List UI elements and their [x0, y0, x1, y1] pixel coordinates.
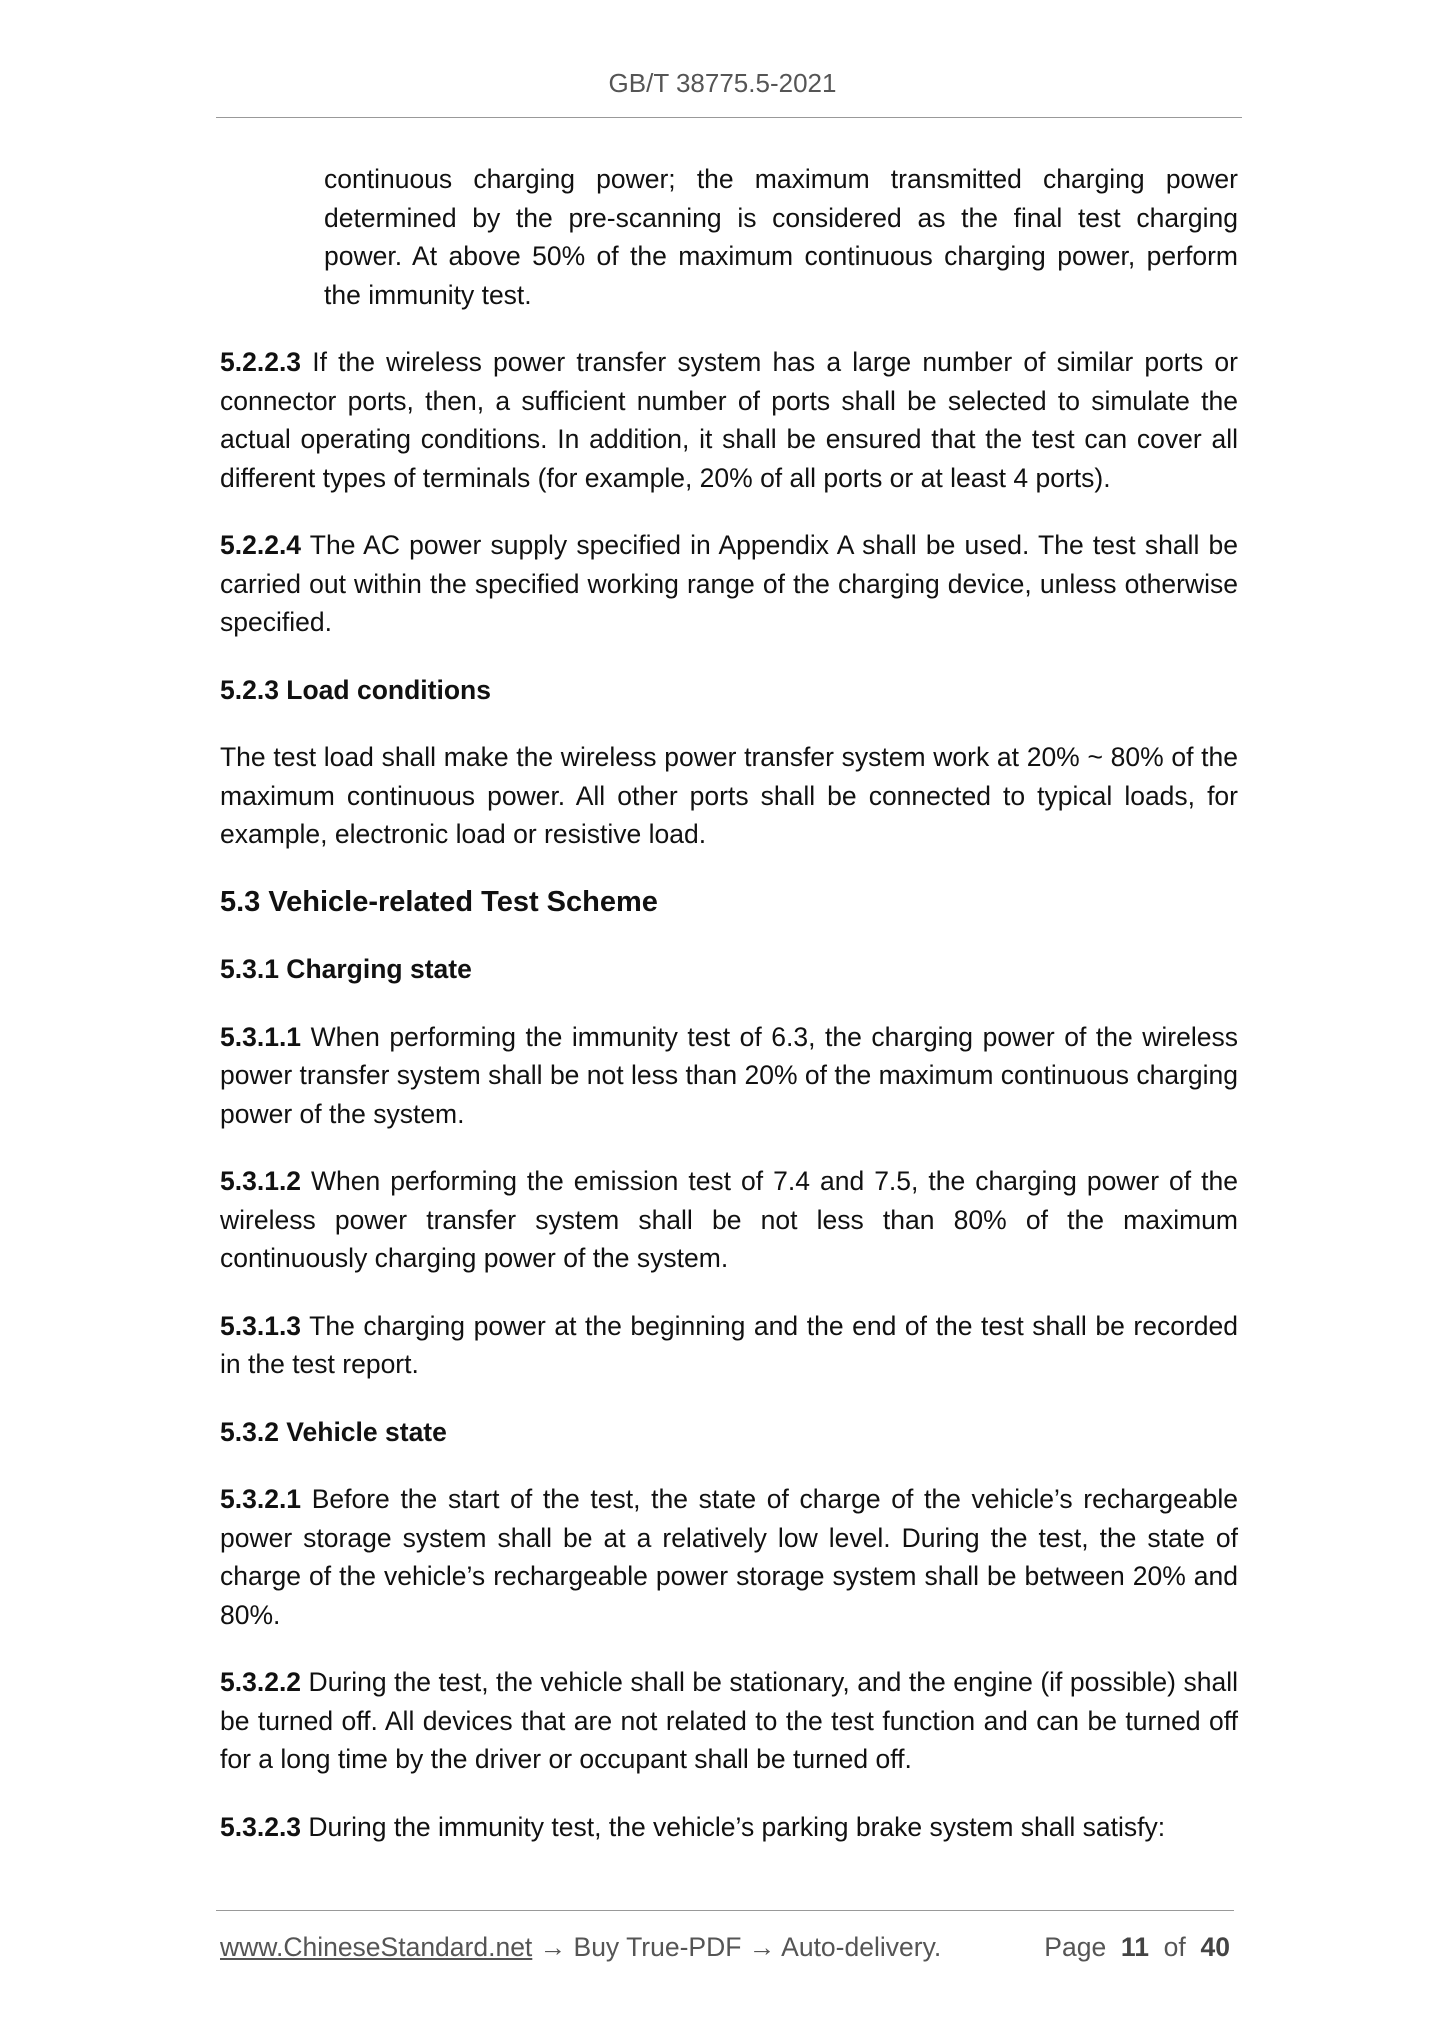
clause-text: Before the start of the test, the state of charge of the vehicle’s rechargeable power storage system shall be at a relatively low level. During the test, the state of charge of the vehicle’s rechargeable power storage system shall be between 20% and 80%.	[220, 1484, 1238, 1630]
footer-promo	[220, 1932, 941, 1963]
total-pages: 40	[1200, 1932, 1230, 1962]
website-link[interactable]: www.ChineseStandard.net	[220, 1932, 533, 1962]
clause-text: When performing the emission test of 7.4 and 7.5, the charging power of the wireless power transfer system shall be not less than 80% of the maximum continuously charging power of the system.	[220, 1166, 1238, 1273]
clause-5-3-2-3	[220, 1808, 1238, 1847]
paragraph-text: The test load shall make the wireless power transfer system work at 20% ~ 80% of the maximum continuous power. All other ports shall be connected to typical loads, for example, electronic load or resistive load.	[220, 742, 1238, 849]
clause-5-3-1-2	[220, 1162, 1238, 1278]
clause-5-3-1-1	[220, 1018, 1238, 1134]
clause-5-2-2-4	[220, 526, 1238, 642]
page-label: Page	[1044, 1932, 1107, 1962]
footer-divider	[216, 1910, 1234, 1911]
clause-number: 5.3.1.1	[220, 1021, 302, 1052]
clause-text: The charging power at the beginning and the end of the test shall be recorded in the test report.	[220, 1310, 1238, 1379]
footer-promo-text: → Buy True-PDF → Auto-delivery.	[532, 1932, 942, 1962]
clause-5-3-1-3	[220, 1307, 1238, 1384]
clause-5-3-2-2	[220, 1663, 1238, 1779]
paragraph-continuation	[324, 160, 1238, 314]
heading-load-conditions: 5.2.3 Load conditions	[220, 674, 491, 705]
clause-number: 5.3.2.1	[220, 1484, 302, 1514]
paragraph-text: continuous charging power; the maximum transmitted charging power determined by the pre-scanning is considered as the final test charging power. At above 50% of the maximum continuous charging power, perform the immunity test.	[324, 164, 1238, 310]
paragraph-load-conditions	[220, 738, 1238, 854]
page-number	[1044, 1932, 1230, 1963]
clause-number: 5.3.1.3	[220, 1310, 302, 1341]
of-label: of	[1163, 1932, 1186, 1962]
clause-5-2-2-3	[220, 343, 1238, 497]
clause-text: The AC power supply specified in Appendix A shall be used. The test shall be carried out within the specified working range of the charging device, unless otherwise specified.	[220, 530, 1238, 637]
clause-text: If the wireless power transfer system has a large number of similar ports or connector ports, then, a sufficient number of ports shall be selected to simulate the actual operating conditions. In addition, it shall be ensured that the test can cover all different types of terminals (for example, 20% of all ports or at least 4 ports).	[220, 347, 1238, 493]
header-divider	[216, 117, 1242, 118]
clause-number: 5.2.2.4	[220, 530, 302, 560]
heading-vehicle-state: 5.3.2 Vehicle state	[220, 1416, 447, 1447]
clause-number: 5.3.2.2	[220, 1667, 302, 1697]
clause-number: 5.3.2.3	[220, 1811, 302, 1842]
clause-text: During the test, the vehicle shall be stationary, and the engine (if possible) shall be turned off. All devices that are not related to the test function and can be turned off for a long time by the driver or occupant shall be turned off.	[220, 1667, 1238, 1774]
clause-number: 5.2.2.3	[220, 347, 302, 377]
clause-number: 5.3.1.2	[220, 1166, 302, 1196]
page-body	[220, 160, 1238, 1875]
heading-charging-state: 5.3.1 Charging state	[220, 954, 472, 984]
current-page: 11	[1120, 1932, 1149, 1962]
clause-5-3-2-1	[220, 1480, 1238, 1634]
clause-text: During the immunity test, the vehicle’s parking brake system shall satisfy:	[301, 1811, 1166, 1842]
heading-vehicle-test-scheme: 5.3 Vehicle-related Test Scheme	[220, 885, 658, 918]
page-header: GB/T 38775.5-2021	[608, 68, 837, 98]
clause-text: When performing the immunity test of 6.3, the charging power of the wireless power transfer system shall be not less than 20% of the maximum continuous charging power of the system.	[220, 1021, 1238, 1129]
